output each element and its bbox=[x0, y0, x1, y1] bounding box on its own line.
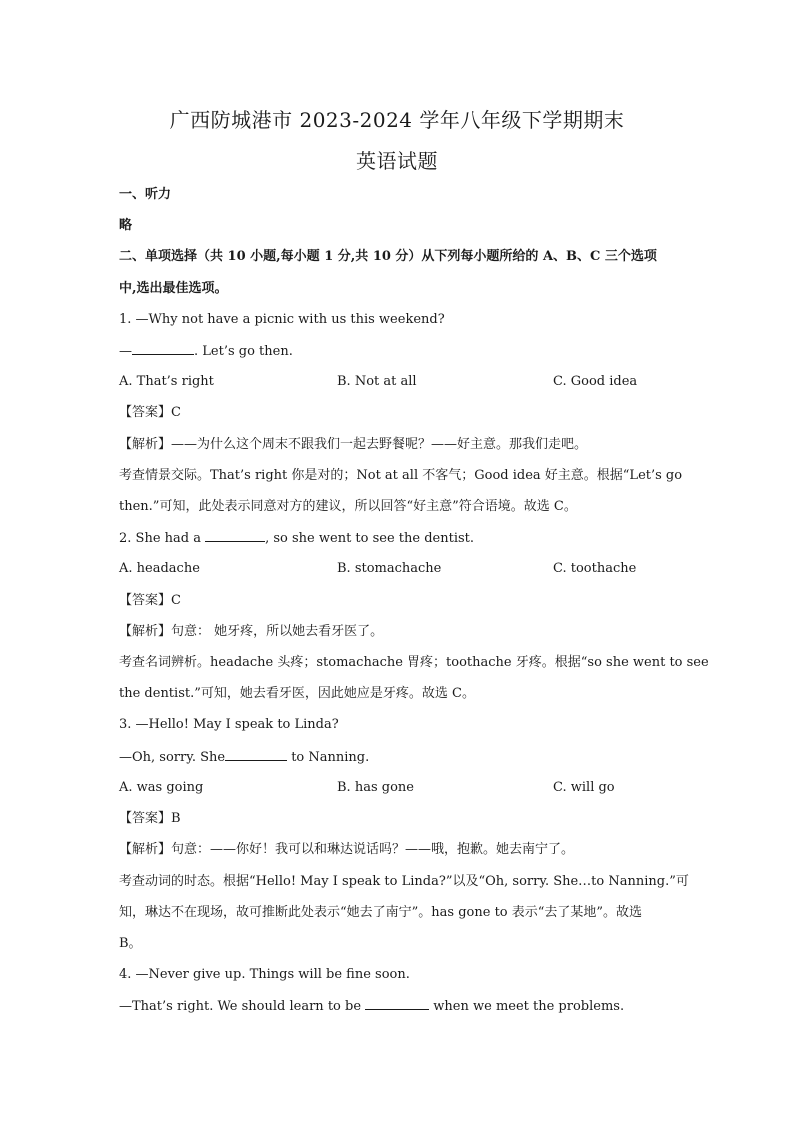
q1-explanation-1: 【解析】——为什么这个周末不跟我们一起去野餐呢？——好主意。那我们走吧。 bbox=[119, 437, 588, 452]
q1-explanation-2: 考查情景交际。That’s right 你是对的；Not at all 不客气；Good idea 好主意。根据“Let’s go bbox=[119, 468, 683, 483]
section-2-heading-cont: 中,选出最佳选项。 bbox=[119, 281, 228, 296]
q1-option-b: B. Not at all bbox=[337, 374, 417, 389]
q3-answer: 【答案】B bbox=[119, 811, 181, 826]
q3-option-a: A. was going bbox=[119, 780, 204, 795]
q2-stem-suffix: , so she went to see the dentist. bbox=[265, 531, 475, 546]
q2-option-c: C. toothache bbox=[553, 561, 637, 576]
q3-blank bbox=[225, 748, 287, 761]
q1-explanation-3: then.”可知，此处表示同意对方的建议，所以回答“好主意”符合语境。故选 C。 bbox=[119, 499, 577, 514]
q2-explanation-3: the dentist.”可知，她去看牙医，因此她应是牙疼。故选 C。 bbox=[119, 686, 475, 701]
q1-option-c: C. Good idea bbox=[553, 374, 638, 389]
q1-option-a: A. That’s right bbox=[119, 374, 214, 389]
q2-answer: 【答案】C bbox=[119, 593, 181, 608]
q2-explanation-1: 【解析】句意： 她牙疼，所以她去看牙医了。 bbox=[119, 624, 384, 639]
q1-answer: 【答案】C bbox=[119, 405, 181, 420]
q3-response-suffix: to Nanning. bbox=[287, 750, 370, 765]
q4-stem: 4. —Never give up. Things will be fine soon. bbox=[119, 967, 410, 982]
q3-option-b: B. has gone bbox=[337, 780, 414, 795]
q1-stem: 1. —Why not have a picnic with us this weekend? bbox=[119, 312, 445, 327]
section-1-heading: 一、听力 bbox=[119, 187, 172, 202]
q3-response bbox=[119, 748, 679, 767]
q3-explanation-2: 考查动词的时态。根据“Hello! May I speak to Linda?”以及“Oh, sorry. She…to Nanning.”可 bbox=[119, 874, 689, 889]
q3-explanation-3: 知，琳达不在现场，故可推断此处表示“她去了南宁”。has gone to 表示“去了某地”。故选 bbox=[119, 905, 643, 920]
q2-blank bbox=[205, 529, 265, 542]
q2-option-a: A. headache bbox=[119, 561, 200, 576]
q3-response-prefix: —Oh, sorry. She bbox=[119, 750, 226, 765]
q4-blank bbox=[365, 997, 429, 1010]
q3-option-c: C. will go bbox=[553, 780, 615, 795]
q4-response-suffix: when we meet the problems. bbox=[429, 999, 625, 1014]
q2-explanation-2: 考查名词辨析。headache 头疼；stomachache 胃疼；toothache 牙疼。根据“so she went to see bbox=[119, 655, 709, 670]
document-title: 广西防城港市 2023-2024 学年八年级下学期期末 bbox=[169, 108, 625, 132]
q3-explanation-4: B。 bbox=[119, 936, 142, 951]
q2-stem-prefix: 2. She had a bbox=[119, 531, 206, 546]
q2-option-b: B. stomachache bbox=[337, 561, 442, 576]
q4-response bbox=[119, 997, 679, 1016]
document-subtitle: 英语试题 bbox=[356, 149, 438, 173]
section-2-heading: 二、单项选择（共 10 小题,每小题 1 分,共 10 分）从下列每小题所给的 A、B、C 三个选项 bbox=[119, 249, 657, 264]
q1-blank bbox=[132, 342, 194, 355]
q1-response-suffix: . Let’s go then. bbox=[194, 344, 293, 359]
q3-explanation-1: 【解析】句意：——你好！我可以和琳达说话吗？——哦，抱歉。她去南宁了。 bbox=[119, 842, 575, 857]
q3-stem: 3. —Hello! May I speak to Linda? bbox=[119, 717, 339, 732]
q4-response-prefix: —That’s right. We should learn to be bbox=[119, 999, 366, 1014]
q2-stem bbox=[119, 529, 679, 548]
section-1-note: 略 bbox=[119, 218, 133, 233]
q1-response-prefix: — bbox=[119, 344, 132, 359]
q1-response bbox=[119, 342, 679, 361]
